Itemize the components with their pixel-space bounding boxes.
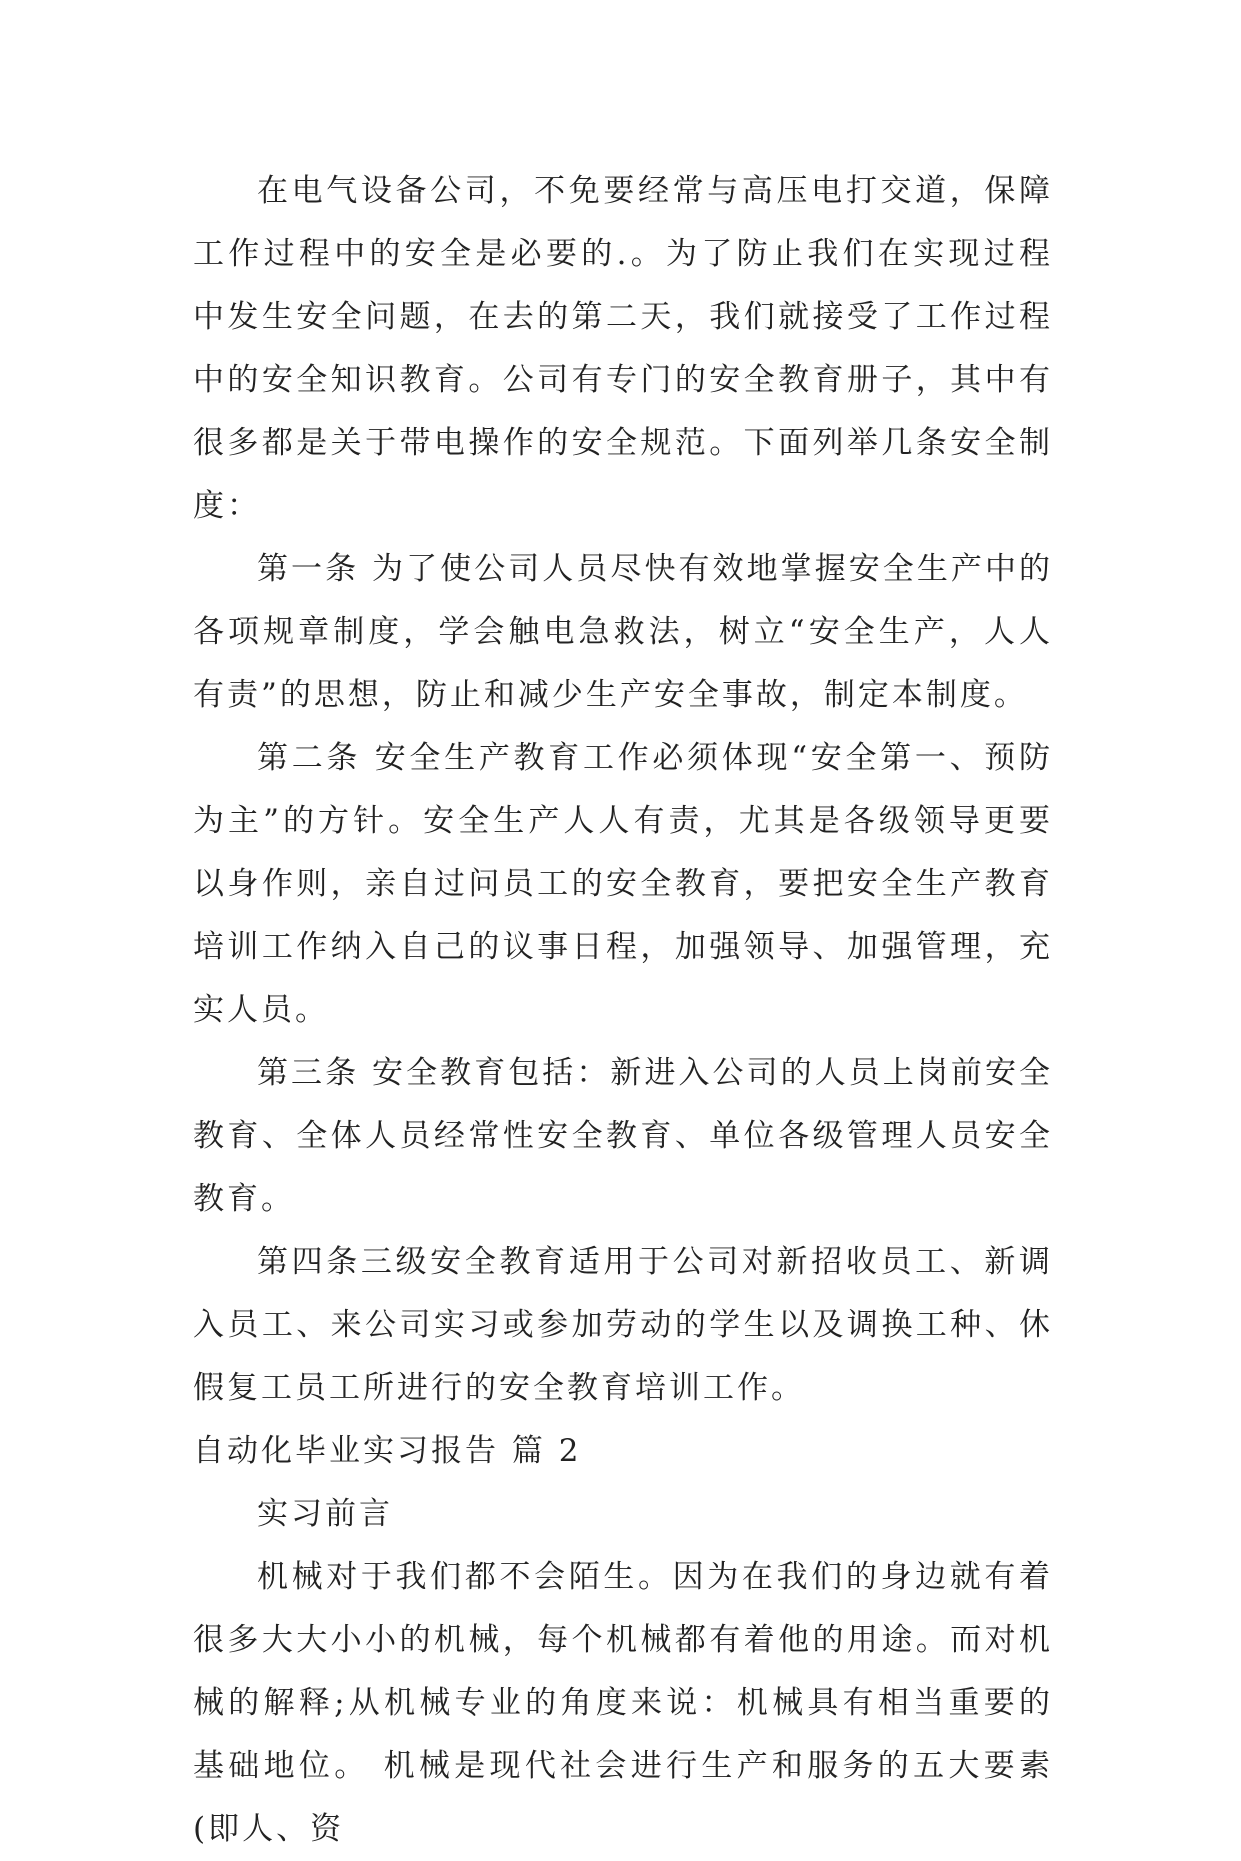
paragraph-article-4: 第四条三级安全教育适用于公司对新招收员工、新调入员工、来公司实习或参加劳动的学生以及调换工种、休假复工员工所进行的安全教育培训工作。	[193, 1244, 1053, 1406]
paragraph-article-2: 第二条 安全生产教育工作必须体现“安全第一、预防为主”的方针。安全生产人人有责，尤其是各级领导更要以身作则，亲自过问员工的安全教育，要把安全生产教育培训工作纳入自己的议事日程，加强领导、加强管理，充实人员。	[193, 740, 1053, 1028]
paragraph-article-1: 第一条 为了使公司人员尽快有效地掌握安全生产中的各项规章制度，学会触电急救法，树立“安全生产，人人有责”的思想，防止和减少生产安全事故，制定本制度。	[193, 551, 1053, 713]
paragraph-article-3: 第三条 安全教育包括：新进入公司的人员上岗前安全教育、全体人员经常性安全教育、单位各级管理人员安全教育。	[193, 1055, 1053, 1217]
document-body	[193, 160, 1053, 1861]
paragraph-safety-intro: 在电气设备公司，不免要经常与高压电打交道，保障工作过程中的安全是必要的.。为了防止我们在实现过程中发生安全问题，在去的第二天，我们就接受了工作过程中的安全知识教育。公司有专门的安全教育册子，其中有很多都是关于带电操作的安全规范。下面列举几条安全制度：	[193, 173, 1053, 524]
section-heading: 自动化毕业实习报告 篇 2	[193, 1433, 582, 1469]
paragraph-machinery-intro: 机械对于我们都不会陌生。因为在我们的身边就有着很多大大小小的机械，每个机械都有着他的用途。而对机械的解释;从机械专业的角度来说：机械具有相当重要的基础地位。 机械是现代社会进行生产和服务的五大要素(即人、资	[193, 1559, 1053, 1847]
subsection-heading: 实习前言	[257, 1496, 393, 1532]
